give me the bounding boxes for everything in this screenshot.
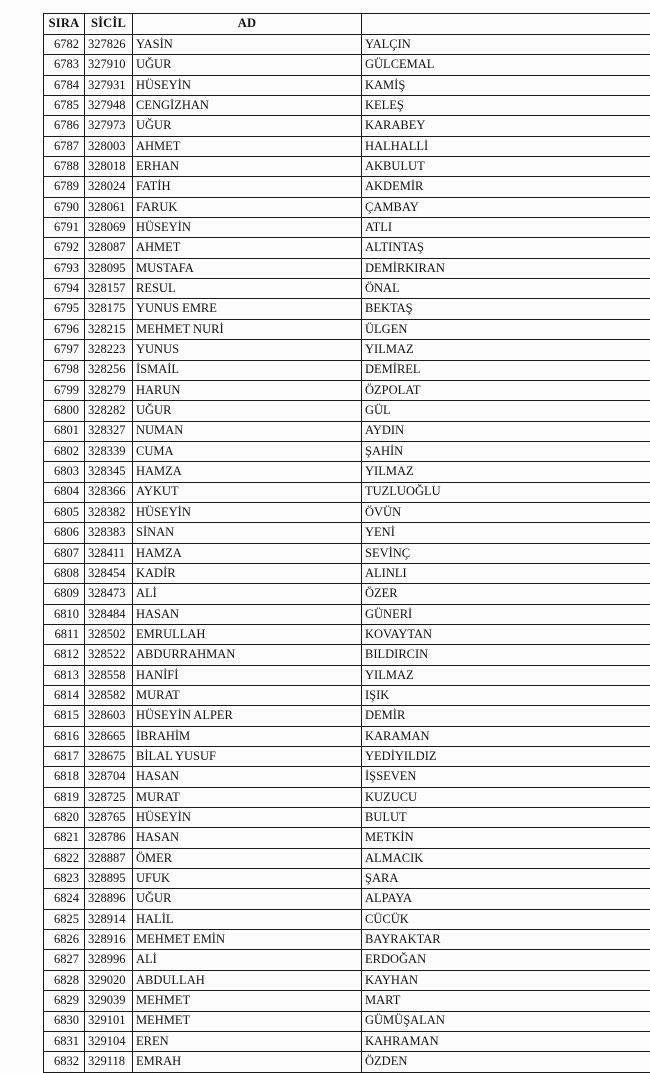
- table-header: [44, 14, 650, 35]
- cell-sira: 6796: [44, 319, 85, 339]
- cell-ad: İSMAİL: [133, 360, 362, 380]
- table-row: [44, 665, 650, 685]
- cell-sira: 6802: [44, 441, 85, 461]
- cell-sira: 6793: [44, 258, 85, 278]
- table-row: [44, 55, 650, 75]
- table-row: [44, 218, 650, 238]
- cell-soyad: ALINLI: [362, 563, 650, 583]
- table-row: [44, 157, 650, 177]
- table-row: [44, 747, 650, 767]
- cell-ad: MUSTAFA: [133, 258, 362, 278]
- cell-sira: 6790: [44, 197, 85, 217]
- cell-soyad: KAYHAN: [362, 970, 650, 990]
- cell-ad: RESUL: [133, 279, 362, 299]
- cell-ad: MEHMET NURİ: [133, 319, 362, 339]
- cell-sira: 6794: [44, 279, 85, 299]
- cell-sicil: 328603: [85, 706, 133, 726]
- cell-sira: 6798: [44, 360, 85, 380]
- cell-soyad: ÖNAL: [362, 279, 650, 299]
- cell-sira: 6824: [44, 889, 85, 909]
- cell-soyad: MART: [362, 991, 650, 1011]
- cell-soyad: ÖVÜN: [362, 502, 650, 522]
- cell-soyad: İŞSEVEN: [362, 767, 650, 787]
- cell-sicil: 328558: [85, 665, 133, 685]
- cell-soyad: BAYRAKTAR: [362, 930, 650, 950]
- cell-ad: İBRAHİM: [133, 726, 362, 746]
- cell-ad: YUNUS EMRE: [133, 299, 362, 319]
- column-header-ad: AD: [133, 14, 362, 35]
- cell-sicil: 328675: [85, 747, 133, 767]
- cell-soyad: DEMİREL: [362, 360, 650, 380]
- cell-ad: EMRULLAH: [133, 624, 362, 644]
- table-row: [44, 1052, 650, 1072]
- cell-sira: 6810: [44, 604, 85, 624]
- cell-sira: 6814: [44, 686, 85, 706]
- cell-sicil: 328914: [85, 909, 133, 929]
- cell-sira: 6832: [44, 1052, 85, 1072]
- cell-ad: ALİ: [133, 950, 362, 970]
- cell-soyad: GÜMÜŞALAN: [362, 1011, 650, 1031]
- cell-soyad: GÜNERİ: [362, 604, 650, 624]
- cell-ad: MURAT: [133, 787, 362, 807]
- table-row: [44, 238, 650, 258]
- table-row: [44, 319, 650, 339]
- table-row: [44, 543, 650, 563]
- cell-sicil: 328786: [85, 828, 133, 848]
- cell-sicil: 328024: [85, 177, 133, 197]
- cell-sicil: 328095: [85, 258, 133, 278]
- cell-soyad: DEMİRKIRAN: [362, 258, 650, 278]
- cell-ad: ERHAN: [133, 157, 362, 177]
- cell-ad: HANİFİ: [133, 665, 362, 685]
- cell-sira: 6822: [44, 848, 85, 868]
- table-row: [44, 421, 650, 441]
- cell-ad: HALİL: [133, 909, 362, 929]
- cell-soyad: ATLI: [362, 218, 650, 238]
- cell-sira: 6786: [44, 116, 85, 136]
- table-row: [44, 299, 650, 319]
- cell-sira: 6829: [44, 991, 85, 1011]
- cell-sira: 6823: [44, 869, 85, 889]
- cell-soyad: HALHALLİ: [362, 136, 650, 156]
- table-row: [44, 909, 650, 929]
- cell-ad: MEHMET: [133, 991, 362, 1011]
- cell-sira: 6808: [44, 563, 85, 583]
- table-row: [44, 584, 650, 604]
- table-row: [44, 116, 650, 136]
- cell-ad: HASAN: [133, 604, 362, 624]
- cell-sicil: 329101: [85, 1011, 133, 1031]
- table-header-row: [44, 14, 650, 35]
- column-header-sira: SIRA: [44, 14, 85, 35]
- table-row: [44, 482, 650, 502]
- cell-sira: 6827: [44, 950, 85, 970]
- cell-ad: MEHMET: [133, 1011, 362, 1031]
- cell-sira: 6785: [44, 96, 85, 116]
- table-row: [44, 136, 650, 156]
- cell-soyad: IŞIK: [362, 686, 650, 706]
- cell-soyad: ÖZDEN: [362, 1052, 650, 1072]
- table-row: [44, 502, 650, 522]
- cell-sira: 6784: [44, 75, 85, 95]
- cell-sicil: 328582: [85, 686, 133, 706]
- cell-soyad: KOVAYTAN: [362, 624, 650, 644]
- cell-sira: 6815: [44, 706, 85, 726]
- cell-ad: HÜSEYİN: [133, 218, 362, 238]
- cell-sira: 6800: [44, 401, 85, 421]
- cell-ad: HARUN: [133, 380, 362, 400]
- cell-sicil: 328018: [85, 157, 133, 177]
- cell-sicil: 327931: [85, 75, 133, 95]
- cell-soyad: KELEŞ: [362, 96, 650, 116]
- personnel-roster-table: [43, 13, 650, 1073]
- cell-ad: FATİH: [133, 177, 362, 197]
- table-body: [44, 35, 650, 1073]
- cell-soyad: YILMAZ: [362, 665, 650, 685]
- cell-ad: HAMZA: [133, 543, 362, 563]
- cell-ad: AHMET: [133, 238, 362, 258]
- cell-sicil: 327948: [85, 96, 133, 116]
- cell-soyad: YILMAZ: [362, 462, 650, 482]
- cell-sira: 6811: [44, 624, 85, 644]
- cell-soyad: ÖZPOLAT: [362, 380, 650, 400]
- cell-soyad: AKBULUT: [362, 157, 650, 177]
- cell-sira: 6782: [44, 35, 85, 55]
- cell-sira: 6804: [44, 482, 85, 502]
- cell-ad: MURAT: [133, 686, 362, 706]
- cell-soyad: KAMİŞ: [362, 75, 650, 95]
- cell-ad: YASİN: [133, 35, 362, 55]
- cell-sicil: 328996: [85, 950, 133, 970]
- cell-ad: HÜSEYİN: [133, 75, 362, 95]
- cell-ad: UĞUR: [133, 889, 362, 909]
- cell-soyad: ŞAHİN: [362, 441, 650, 461]
- table-row: [44, 96, 650, 116]
- cell-sira: 6792: [44, 238, 85, 258]
- cell-sicil: 329104: [85, 1031, 133, 1051]
- cell-ad: ÖMER: [133, 848, 362, 868]
- table-row: [44, 604, 650, 624]
- cell-sicil: 328895: [85, 869, 133, 889]
- cell-sicil: 328003: [85, 136, 133, 156]
- cell-sira: 6816: [44, 726, 85, 746]
- cell-sira: 6817: [44, 747, 85, 767]
- cell-soyad: GÜLCEMAL: [362, 55, 650, 75]
- cell-soyad: ALMACIK: [362, 848, 650, 868]
- cell-ad: ALİ: [133, 584, 362, 604]
- table-row: [44, 462, 650, 482]
- table-row: [44, 360, 650, 380]
- table-row: [44, 197, 650, 217]
- table-row: [44, 1031, 650, 1051]
- cell-sira: 6820: [44, 808, 85, 828]
- table-row: [44, 706, 650, 726]
- cell-soyad: ALTINTAŞ: [362, 238, 650, 258]
- cell-soyad: SEVİNÇ: [362, 543, 650, 563]
- cell-soyad: KUZUCU: [362, 787, 650, 807]
- table-row: [44, 177, 650, 197]
- table-row: [44, 258, 650, 278]
- cell-soyad: AYDIN: [362, 421, 650, 441]
- cell-sira: 6831: [44, 1031, 85, 1051]
- cell-sira: 6830: [44, 1011, 85, 1031]
- cell-ad: UFUK: [133, 869, 362, 889]
- table-row: [44, 340, 650, 360]
- cell-sicil: 328665: [85, 726, 133, 746]
- cell-sira: 6813: [44, 665, 85, 685]
- cell-soyad: ŞARA: [362, 869, 650, 889]
- table-row: [44, 808, 650, 828]
- cell-sira: 6812: [44, 645, 85, 665]
- cell-sira: 6809: [44, 584, 85, 604]
- cell-sicil: 329118: [85, 1052, 133, 1072]
- cell-sira: 6797: [44, 340, 85, 360]
- cell-sicil: 328502: [85, 624, 133, 644]
- cell-soyad: TUZLUOĞLU: [362, 482, 650, 502]
- cell-ad: UĞUR: [133, 401, 362, 421]
- cell-sira: 6803: [44, 462, 85, 482]
- cell-sicil: 328411: [85, 543, 133, 563]
- cell-soyad: METKİN: [362, 828, 650, 848]
- table-row: [44, 380, 650, 400]
- cell-ad: UĞUR: [133, 55, 362, 75]
- cell-sicil: 328765: [85, 808, 133, 828]
- cell-ad: HASAN: [133, 828, 362, 848]
- cell-ad: AYKUT: [133, 482, 362, 502]
- table-row: [44, 35, 650, 55]
- cell-sicil: 328484: [85, 604, 133, 624]
- cell-soyad: KARAMAN: [362, 726, 650, 746]
- table-row: [44, 401, 650, 421]
- cell-ad: HÜSEYİN: [133, 502, 362, 522]
- cell-ad: BİLAL YUSUF: [133, 747, 362, 767]
- cell-sicil: 327826: [85, 35, 133, 55]
- cell-sicil: 328087: [85, 238, 133, 258]
- cell-soyad: AKDEMİR: [362, 177, 650, 197]
- cell-ad: MEHMET EMİN: [133, 930, 362, 950]
- cell-sira: 6791: [44, 218, 85, 238]
- cell-sicil: 327973: [85, 116, 133, 136]
- table-row: [44, 1011, 650, 1031]
- cell-sicil: 328256: [85, 360, 133, 380]
- table-row: [44, 686, 650, 706]
- cell-soyad: ÇAMBAY: [362, 197, 650, 217]
- cell-sira: 6789: [44, 177, 85, 197]
- cell-sicil: 329020: [85, 970, 133, 990]
- table-row: [44, 950, 650, 970]
- cell-sira: 6799: [44, 380, 85, 400]
- cell-ad: KADİR: [133, 563, 362, 583]
- cell-sicil: 328215: [85, 319, 133, 339]
- table-row: [44, 869, 650, 889]
- cell-soyad: YILMAZ: [362, 340, 650, 360]
- cell-soyad: ALPAYA: [362, 889, 650, 909]
- table-row: [44, 624, 650, 644]
- cell-soyad: GÜL: [362, 401, 650, 421]
- cell-sira: 6788: [44, 157, 85, 177]
- table-row: [44, 889, 650, 909]
- cell-sicil: 328887: [85, 848, 133, 868]
- cell-sira: 6795: [44, 299, 85, 319]
- cell-sicil: 328279: [85, 380, 133, 400]
- table-row: [44, 787, 650, 807]
- table-row: [44, 848, 650, 868]
- cell-soyad: YEDİYILDIZ: [362, 747, 650, 767]
- cell-sira: 6805: [44, 502, 85, 522]
- cell-ad: UĞUR: [133, 116, 362, 136]
- cell-ad: HÜSEYİN ALPER: [133, 706, 362, 726]
- cell-sicil: 328454: [85, 563, 133, 583]
- cell-sicil: 328383: [85, 523, 133, 543]
- cell-sicil: 328704: [85, 767, 133, 787]
- cell-ad: ABDULLAH: [133, 970, 362, 990]
- table-row: [44, 828, 650, 848]
- table-row: [44, 970, 650, 990]
- cell-sicil: 328223: [85, 340, 133, 360]
- table-row: [44, 991, 650, 1011]
- cell-sira: 6819: [44, 787, 85, 807]
- cell-soyad: YENİ: [362, 523, 650, 543]
- table-row: [44, 645, 650, 665]
- table-row: [44, 726, 650, 746]
- cell-ad: HASAN: [133, 767, 362, 787]
- cell-soyad: YALÇIN: [362, 35, 650, 55]
- cell-ad: CUMA: [133, 441, 362, 461]
- cell-sira: 6821: [44, 828, 85, 848]
- cell-sicil: 328175: [85, 299, 133, 319]
- cell-sicil: 328366: [85, 482, 133, 502]
- table-row: [44, 930, 650, 950]
- cell-sicil: 328382: [85, 502, 133, 522]
- cell-ad: YUNUS: [133, 340, 362, 360]
- cell-sira: 6787: [44, 136, 85, 156]
- cell-sicil: 328061: [85, 197, 133, 217]
- table-row: [44, 523, 650, 543]
- table-row: [44, 279, 650, 299]
- table-row: [44, 563, 650, 583]
- cell-sicil: 327910: [85, 55, 133, 75]
- column-header-sicil: SİCİL: [85, 14, 133, 35]
- cell-ad: ABDURRAHMAN: [133, 645, 362, 665]
- cell-sicil: 328069: [85, 218, 133, 238]
- cell-sira: 6801: [44, 421, 85, 441]
- cell-sira: 6818: [44, 767, 85, 787]
- cell-sicil: 329039: [85, 991, 133, 1011]
- cell-ad: EREN: [133, 1031, 362, 1051]
- table-row: [44, 441, 650, 461]
- cell-soyad: ÖZER: [362, 584, 650, 604]
- cell-soyad: ERDOĞAN: [362, 950, 650, 970]
- cell-sicil: 328282: [85, 401, 133, 421]
- cell-ad: AHMET: [133, 136, 362, 156]
- cell-sira: 6826: [44, 930, 85, 950]
- column-header-soyad: [362, 14, 650, 35]
- cell-sira: 6783: [44, 55, 85, 75]
- cell-soyad: ÜLGEN: [362, 319, 650, 339]
- cell-sira: 6828: [44, 970, 85, 990]
- cell-sicil: 328339: [85, 441, 133, 461]
- cell-soyad: CÜCÜK: [362, 909, 650, 929]
- cell-sicil: 328327: [85, 421, 133, 441]
- cell-sira: 6825: [44, 909, 85, 929]
- cell-soyad: KARABEY: [362, 116, 650, 136]
- cell-sira: 6807: [44, 543, 85, 563]
- cell-sicil: 328157: [85, 279, 133, 299]
- cell-ad: HAMZA: [133, 462, 362, 482]
- cell-sicil: 328522: [85, 645, 133, 665]
- cell-sira: 6806: [44, 523, 85, 543]
- cell-soyad: DEMİR: [362, 706, 650, 726]
- cell-soyad: BULUT: [362, 808, 650, 828]
- cell-sicil: 328916: [85, 930, 133, 950]
- cell-ad: EMRAH: [133, 1052, 362, 1072]
- table-row: [44, 75, 650, 95]
- cell-ad: HÜSEYİN: [133, 808, 362, 828]
- cell-sicil: 328725: [85, 787, 133, 807]
- table-row: [44, 767, 650, 787]
- cell-soyad: BILDIRCIN: [362, 645, 650, 665]
- cell-sicil: 328473: [85, 584, 133, 604]
- cell-sicil: 328345: [85, 462, 133, 482]
- cell-sicil: 328896: [85, 889, 133, 909]
- cell-ad: SİNAN: [133, 523, 362, 543]
- cell-ad: CENGİZHAN: [133, 96, 362, 116]
- cell-ad: NUMAN: [133, 421, 362, 441]
- cell-ad: FARUK: [133, 197, 362, 217]
- cell-soyad: BEKTAŞ: [362, 299, 650, 319]
- cell-soyad: KAHRAMAN: [362, 1031, 650, 1051]
